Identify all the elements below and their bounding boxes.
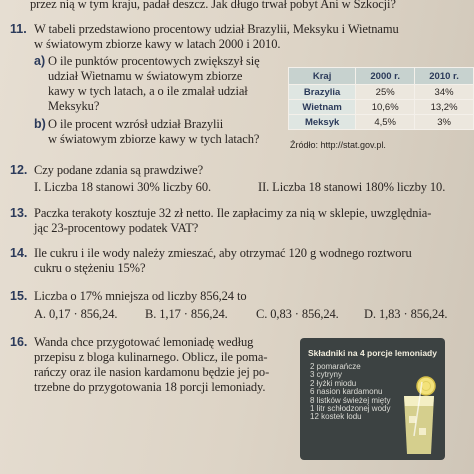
task-14-line-2: cukru o stężeniu 15%?	[34, 261, 146, 275]
task-11a-line-1: O ile punktów procentowych zwiększył się	[48, 54, 260, 68]
table-cell-country: Brazylia	[289, 85, 356, 100]
task-11-line-2: w światowym zbiorze kawy w latach 2000 i 2010.	[34, 37, 281, 51]
task-11a-line-3: kawy w tych latach, a o ile zmalał udział	[48, 84, 248, 98]
task-11b-line-1: O ile procent wzrósł udział Brazylii	[48, 117, 224, 131]
task-12-number: 12.	[10, 163, 28, 177]
task-11a-label: a)	[34, 54, 46, 68]
ingredient-item: 6 nasion kardamonu	[310, 387, 383, 397]
table-header-cell: Kraj	[289, 68, 356, 85]
table-header-row	[289, 68, 474, 85]
table-cell: 4,5%	[356, 115, 415, 130]
task-11b-line-2: w światowym zbiorze kawy w tych latach?	[48, 132, 260, 146]
task-15-answer-c: C. 0,83 · 856,24.	[256, 307, 339, 321]
task-13-line-1: Paczka terakoty kosztuje 32 zł netto. Ile zapłacimy za nią w sklepie, uwzględnia-	[34, 206, 432, 220]
task-13-number: 13.	[10, 206, 28, 220]
task-13-line-2: jąc 23-procentowy podatek VAT?	[34, 221, 199, 235]
table-row	[289, 85, 474, 100]
task-15-answer-a: A. 0,17 · 856,24.	[34, 307, 118, 321]
ingredient-item: 8 listków świeżej mięty	[310, 395, 391, 405]
table-header-cell: 2010 r.	[415, 68, 474, 85]
task-12-line-1: Czy podane zdania są prawdziwe?	[34, 163, 204, 177]
table-cell: 10,6%	[356, 100, 415, 115]
task-16-line-2: przepisu z bloga kulinarnego. Oblicz, ile poma-	[34, 350, 268, 364]
task-12-statement-1: I. Liczba 18 stanowi 30% liczby 60.	[34, 180, 212, 194]
task-15-answer-b: B. 1,17 · 856,24.	[145, 307, 228, 321]
task-11a-line-4: Meksyku?	[48, 99, 100, 113]
task-12-statement-2: II. Liczba 18 stanowi 180% liczby 10.	[258, 180, 446, 194]
task-16-number: 16.	[10, 335, 28, 349]
table-cell: 13,2%	[415, 100, 474, 115]
table-cell: 25%	[356, 85, 415, 100]
ingredient-item: 2 pomarańcze	[310, 362, 361, 371]
task-11-line-1: W tabeli przedstawiono procentowy udział Brazylii, Meksyku i Wietnamu	[34, 22, 399, 36]
task-15-number: 15.	[10, 289, 28, 303]
task-14-line-1: Ile cukru i ile wody należy zmieszać, aby otrzymać 120 g wodnego roztworu	[34, 246, 412, 260]
table-cell-country: Meksyk	[289, 115, 356, 130]
table-cell: 34%	[415, 85, 474, 100]
table-row	[289, 100, 474, 115]
task-11b-label: b)	[34, 117, 46, 131]
task-16-line-1: Wanda chce przygotować lemoniadę według	[34, 335, 254, 349]
task-11-number: 11.	[10, 22, 27, 36]
ingredient-item: 12 kostek lodu	[310, 412, 362, 422]
previous-task-text: przez nią w tym kraju, padał deszcz. Jak długo trwał pobyt Ani w Szkocji?	[30, 0, 396, 11]
table-cell-country: Wietnam	[289, 100, 356, 115]
task-15-answer-d: D. 1,83 · 856,24.	[364, 307, 448, 321]
ingredient-item: 2 łyżki miodu	[310, 378, 357, 388]
ingredient-item: 3 cytryny	[310, 370, 343, 380]
task-14-number: 14.	[10, 246, 28, 260]
table-row	[289, 115, 474, 130]
task-11a-line-2: udział Wietnamu w światowym zbiorze	[48, 69, 243, 83]
table-header-cell: 2000 r.	[356, 68, 415, 85]
recipe-title: Składniki na 4 porcje lemoniady	[308, 348, 437, 358]
lemonade-glass-icon	[400, 376, 438, 456]
coffee-share-table	[288, 67, 474, 130]
task-16-line-3: rańczy oraz ile nasion kardamonu będzie jej po-	[34, 365, 270, 379]
recipe-card	[300, 338, 445, 460]
task-15-line-1: Liczba o 17% mniejsza od liczby 856,24 to	[34, 289, 247, 303]
table-source: Źródło: http://stat.gov.pl.	[290, 140, 386, 150]
ingredient-item: 1 litr schłodzonej wody	[310, 404, 391, 414]
task-16-line-4: trzebne do przygotowania 18 porcji lemoniady.	[34, 380, 266, 394]
ingredient-list	[310, 363, 390, 422]
table-cell: 3%	[415, 115, 474, 130]
